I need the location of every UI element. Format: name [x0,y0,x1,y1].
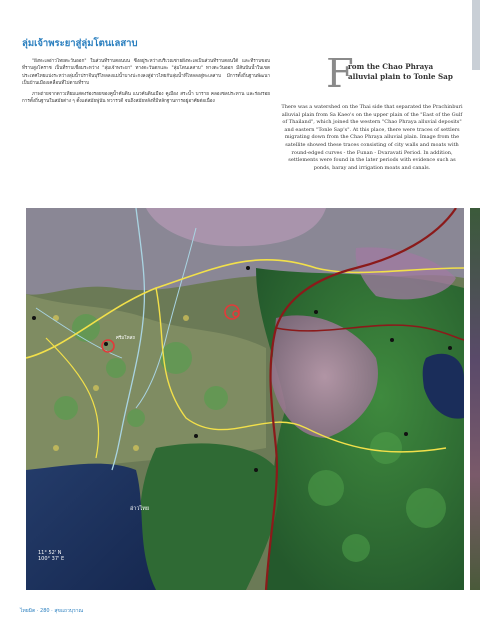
satellite-map [26,208,464,590]
latitude-text: 11° 52' N [38,550,62,556]
gulf-label: อ่าวไทย [130,506,150,512]
drop-cap: F [326,58,354,97]
satellite-image [26,208,464,590]
thai-paragraph: ภาพถ่ายจากดาวเทียมแสดงร่องรอยของคูน้ำคันดิน แนวคันดินเมือง คูเมือง สระน้ำ บาราย คลองชลประทาน และร่องรอยการตั้งถิ่นฐานในสมัยต่าง ๆ ตั้งแต่สมัยฟูนัน ทวารวดี จนถึงสมัยหลังที่มีหลักฐานการอยู่อาศัยต่อเนื่อง [22,91,270,105]
edge-thumb-strip [470,208,480,590]
thai-heading: ลุ่มเจ้าพระยาสู่ลุ่มโตนเลสาบ [22,38,138,49]
page-footer: ไทยมิต · 280 · สุขแถวบุราณ [20,608,84,614]
english-heading: rom the Chao Phraya alluvial plain to Tonle Sap [348,62,453,81]
city-label: ศรีมโหสถ [116,336,136,341]
edge-thumb-top [472,0,480,70]
longitude-text: 100° 37' E [38,556,65,562]
english-article-body: There was a watershed on the Thai side that separated the Prachinburi alluvial plain from Sa Kaeo's on the upper plain of the "East of the Gulf of Thailand", which joined the western "Chao Phraya alluvial deposits" and eastern "Tonle Sap's". At this place, there were traces of settlers migrating down from the Chao Phraya alluvial plain. Image from the satellite showed these traces consisting of city walls and moats with round-edged curves - the Funan - Dvaravati Period. In addition, settlements were found in the later periods with evidence such as ponds, baray and irrigation moats and canals. [281,104,463,171]
gulf-of-thailand [26,464,156,590]
english-article [280,58,464,208]
thai-article-body [22,58,270,208]
coordinate-label [38,550,64,562]
thai-paragraph: "ฝั่งทะเลอ่าวไทยตะวันออก" ในส่วนที่ราบตอนบน ซึ่งอยู่ระหว่างบริเวณชายฝั่งทะเลเป็นส่วนที่ราบตอนใต้ และที่ราบขอบที่ราบสูงโคราช เป็นที่ราบเชื่อมระหว่าง "ลุ่มเจ้าพระยา" ทางตะวันตกและ "ลุ่มโตนเลสาบ" ทางตะวันออก มีสันปันน้ำในเขตประเทศไทยแบ่งระหว่างลุ่มน้ำปราจีนบุรีไหลลงแม่น้ำบางปะกงลงสู่อ่าวไทยกับลุ่มน้ำที่ไหลลงสู่ทะเลสาบ มีการตั้งถิ่นฐานพัฒนาเป็นบ้านเมืองเคลื่อนที่ไปตามที่ราบ [22,59,270,87]
